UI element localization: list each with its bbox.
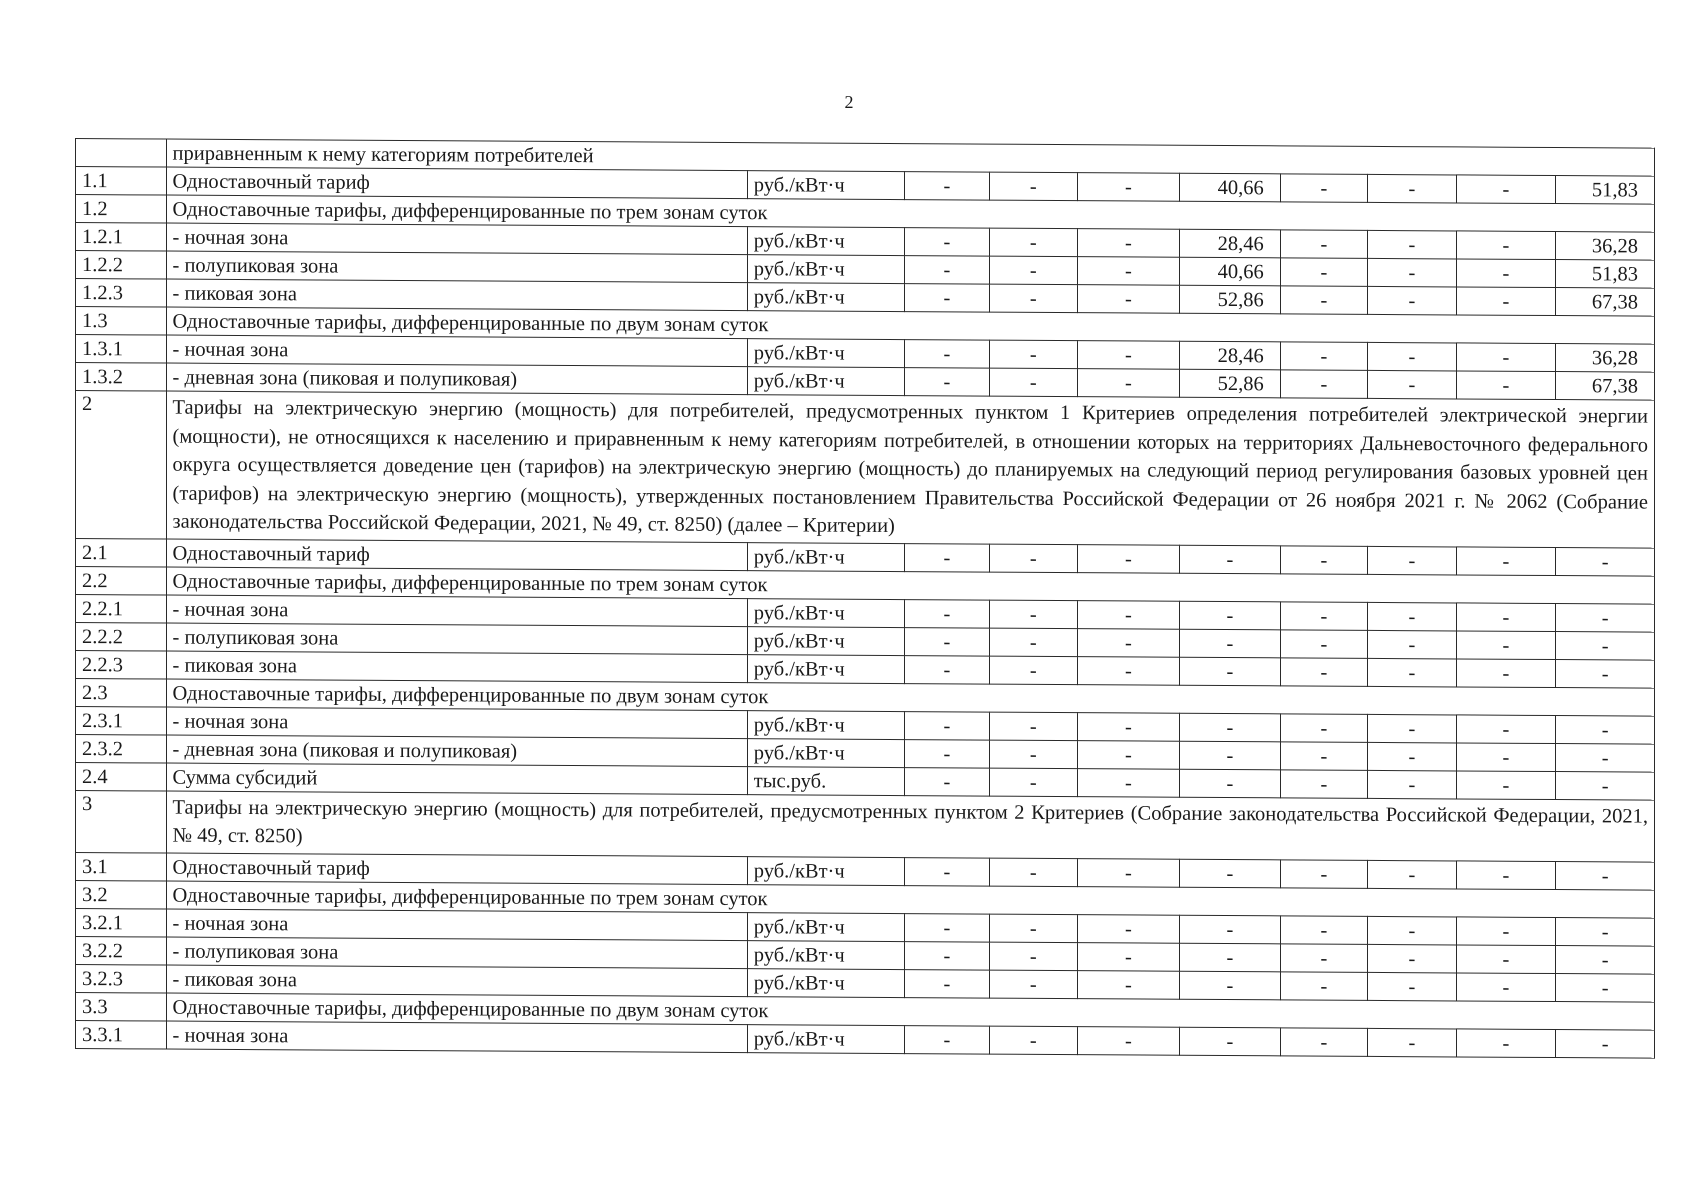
value-cell: - [1456, 916, 1556, 945]
value-cell: - [1368, 1028, 1456, 1057]
section-description: Тарифы на электрическую энергию (мощность) для потребителей, предусмотренных пунктом 2 Критериев (Собрание законодательства Российской Федерации, 2021, № 49, ст. 8250) [166, 791, 1655, 862]
row-number: 2.4 [76, 762, 167, 791]
value-cell: - [1368, 944, 1456, 973]
value-cell: - [904, 340, 989, 369]
value-cell: - [904, 1025, 989, 1054]
row-number: 2.3 [76, 678, 167, 707]
value-cell: - [1180, 545, 1281, 574]
value-cell: - [1368, 370, 1456, 399]
section-heading: Одноставочные тарифы, дифференцированные по двум зонам суток [166, 993, 1655, 1030]
row-number: 1.3.2 [76, 363, 167, 392]
value-cell: 40,66 [1180, 257, 1281, 286]
value-cell: - [1077, 942, 1180, 971]
row-unit: руб./кВт·ч [747, 339, 904, 368]
row-unit: руб./кВт·ч [747, 367, 904, 396]
value-cell: - [904, 913, 989, 942]
value-cell: - [904, 655, 989, 684]
value-cell: - [1556, 945, 1655, 974]
row-name: - ночная зона [166, 223, 747, 255]
value-cell: - [1368, 230, 1456, 259]
value-cell: 28,46 [1180, 229, 1281, 258]
row-name: Одноставочный тариф [166, 853, 747, 885]
value-cell: - [1456, 259, 1556, 288]
value-cell: 28,46 [1180, 341, 1281, 370]
section-heading: Одноставочные тарифы, дифференцированные по трем зонам суток [166, 881, 1655, 918]
value-cell: - [1077, 257, 1180, 286]
row-unit: тыс.руб. [747, 766, 904, 795]
value-cell: - [1280, 713, 1367, 742]
value-cell: - [990, 256, 1077, 285]
section-heading: Одноставочные тарифы, дифференцированные по трем зонам суток [166, 195, 1655, 232]
value-cell: - [904, 284, 989, 313]
value-cell: - [1368, 630, 1456, 659]
value-cell: - [1456, 658, 1556, 687]
value-cell: 51,83 [1556, 260, 1655, 289]
value-cell: - [1368, 258, 1456, 287]
value-cell: - [1456, 944, 1556, 973]
value-cell: - [1456, 175, 1556, 204]
row-name: - пиковая зона [166, 279, 747, 311]
row-unit: руб./кВт·ч [747, 255, 904, 284]
value-cell: - [904, 599, 989, 628]
row-number: 3.2.2 [76, 936, 167, 965]
value-cell: - [1077, 173, 1180, 202]
row-number: 1.2.2 [76, 251, 167, 280]
value-cell: - [1280, 1027, 1367, 1056]
value-cell: - [1556, 631, 1655, 660]
value-cell: - [1368, 770, 1456, 799]
value-cell: - [1556, 1029, 1655, 1058]
value-cell: - [1368, 860, 1456, 889]
row-name: - полупиковая зона [166, 937, 747, 969]
value-cell: - [1556, 547, 1655, 576]
value-cell: - [1077, 544, 1180, 573]
value-cell: - [1456, 546, 1556, 575]
value-cell: - [990, 712, 1077, 741]
value-cell: - [1077, 628, 1180, 657]
value-cell: - [1556, 659, 1655, 688]
row-number: 3.2 [76, 880, 167, 909]
value-cell: - [1280, 174, 1367, 203]
value-cell: - [1556, 861, 1655, 890]
row-number: 2.2.1 [76, 594, 167, 623]
row-number: 1.1 [76, 167, 167, 196]
value-cell: 36,28 [1556, 344, 1655, 373]
row-name: - ночная зона [166, 707, 747, 739]
value-cell: - [1456, 742, 1556, 771]
value-cell: - [1456, 602, 1556, 631]
row-name: - дневная зона (пиковая и полупиковая) [166, 363, 747, 395]
value-cell: - [1077, 656, 1180, 685]
row-unit: руб./кВт·ч [747, 227, 904, 256]
value-cell: - [1556, 771, 1655, 800]
row-unit: руб./кВт·ч [747, 654, 904, 683]
value-cell: 52,86 [1180, 285, 1281, 314]
value-cell: - [1180, 629, 1281, 658]
row-number: 3.3.1 [76, 1020, 167, 1049]
value-cell: - [904, 857, 989, 886]
value-cell: 67,38 [1556, 372, 1655, 401]
value-cell: - [1368, 658, 1456, 687]
value-cell: - [1077, 229, 1180, 258]
value-cell: - [1456, 343, 1556, 372]
row-unit: руб./кВт·ч [747, 626, 904, 655]
row-unit: руб./кВт·ч [747, 171, 904, 200]
value-cell: - [1456, 371, 1556, 400]
row-unit: руб./кВт·ч [747, 598, 904, 627]
value-cell: - [990, 914, 1077, 943]
value-cell: - [990, 340, 1077, 369]
value-cell: - [1077, 1026, 1180, 1055]
row-name: - пиковая зона [166, 651, 747, 683]
value-cell: 36,28 [1556, 232, 1655, 261]
value-cell: - [1368, 546, 1456, 575]
value-cell: - [1368, 742, 1456, 771]
value-cell: - [1556, 715, 1655, 744]
section-heading: Одноставочные тарифы, дифференцированные по двум зонам суток [166, 307, 1655, 344]
value-cell: - [1280, 370, 1367, 399]
row-name: Одноставочный тариф [166, 539, 747, 571]
value-cell: - [1280, 971, 1367, 1000]
value-cell: - [990, 544, 1077, 573]
row-number: 2.1 [76, 538, 167, 567]
value-cell: - [1280, 741, 1367, 770]
table-row [76, 391, 1655, 548]
value-cell: - [1280, 545, 1367, 574]
value-cell: - [1556, 917, 1655, 946]
row-number: 3.2.3 [76, 964, 167, 993]
value-cell: - [1456, 860, 1556, 889]
value-cell: - [1180, 769, 1281, 798]
value-cell: - [904, 627, 989, 656]
value-cell: - [1456, 972, 1556, 1001]
value-cell: - [990, 858, 1077, 887]
row-unit: руб./кВт·ч [747, 738, 904, 767]
value-cell: - [1077, 914, 1180, 943]
value-cell: - [1456, 231, 1556, 260]
table-body [76, 139, 1655, 1058]
row-unit: руб./кВт·ч [747, 283, 904, 312]
row-name: - ночная зона [166, 1021, 747, 1053]
row-name: - полупиковая зона [166, 251, 747, 283]
value-cell: - [1280, 601, 1367, 630]
row-number: 3 [76, 790, 167, 853]
value-cell: - [1280, 769, 1367, 798]
row-number: 2.2.2 [76, 622, 167, 651]
value-cell: - [1368, 714, 1456, 743]
row-unit: руб./кВт·ч [747, 940, 904, 969]
value-cell: - [990, 656, 1077, 685]
value-cell: - [1280, 258, 1367, 287]
row-name: - ночная зона [166, 335, 747, 367]
value-cell: - [1077, 970, 1180, 999]
value-cell: - [1368, 342, 1456, 371]
value-cell: - [1077, 768, 1180, 797]
value-cell: - [904, 969, 989, 998]
row-number: 2.3.2 [76, 734, 167, 763]
value-cell: - [1280, 657, 1367, 686]
value-cell: - [990, 228, 1077, 257]
section-heading: Одноставочные тарифы, дифференцированные по двум зонам суток [166, 679, 1655, 716]
value-cell: - [1556, 973, 1655, 1002]
row-name: - ночная зона [166, 909, 747, 941]
value-cell: - [1456, 630, 1556, 659]
value-cell: - [1077, 369, 1180, 398]
value-cell: - [990, 628, 1077, 657]
value-cell: - [1180, 859, 1281, 888]
value-cell: 52,86 [1180, 369, 1281, 398]
section-heading: Одноставочные тарифы, дифференцированные по трем зонам суток [166, 567, 1655, 604]
value-cell: - [904, 543, 989, 572]
value-cell: 51,83 [1556, 176, 1655, 205]
value-cell: - [1456, 770, 1556, 799]
value-cell: - [1077, 712, 1180, 741]
row-number: 1.3 [76, 307, 167, 336]
row-unit: руб./кВт·ч [747, 542, 904, 571]
value-cell: - [1180, 943, 1281, 972]
value-cell: - [1280, 230, 1367, 259]
row-unit: руб./кВт·ч [747, 912, 904, 941]
value-cell: - [1280, 943, 1367, 972]
row-unit: руб./кВт·ч [747, 968, 904, 997]
value-cell: - [1077, 858, 1180, 887]
value-cell: - [990, 284, 1077, 313]
row-number: 1.2.1 [76, 223, 167, 252]
value-cell: - [904, 711, 989, 740]
row-number: 1.3.1 [76, 335, 167, 364]
row-number: 3.1 [76, 852, 167, 881]
value-cell: - [904, 368, 989, 397]
page-number: 2 [844, 92, 854, 112]
table-row [76, 790, 1655, 862]
row-unit: руб./кВт·ч [747, 1024, 904, 1053]
value-cell: - [1368, 286, 1456, 315]
value-cell: - [990, 1026, 1077, 1055]
value-cell: - [1556, 743, 1655, 772]
row-name: - дневная зона (пиковая и полупиковая) [166, 735, 747, 767]
row-number: 2 [76, 391, 167, 539]
value-cell: - [1280, 342, 1367, 371]
value-cell: - [1180, 1027, 1281, 1056]
value-cell: - [1180, 915, 1281, 944]
row-name: - полупиковая зона [166, 623, 747, 655]
section-heading: приравненным к нему категориям потребителей [166, 139, 1655, 176]
value-cell: - [1077, 341, 1180, 370]
value-cell: - [1368, 972, 1456, 1001]
value-cell: - [1456, 714, 1556, 743]
value-cell: 40,66 [1180, 173, 1281, 202]
value-cell: - [904, 228, 989, 257]
row-unit: руб./кВт·ч [747, 856, 904, 885]
value-cell: - [1280, 629, 1367, 658]
value-cell: - [1180, 971, 1281, 1000]
tariff-table [75, 138, 1655, 1058]
value-cell: - [1077, 600, 1180, 629]
value-cell: - [990, 942, 1077, 971]
value-cell: 67,38 [1556, 288, 1655, 317]
value-cell: - [1077, 740, 1180, 769]
value-cell: - [1456, 1028, 1556, 1057]
value-cell: - [990, 768, 1077, 797]
section-description: Тарифы на электрическую энергию (мощность) для потребителей, предусмотренных пунктом 1 Критериев определения потребителей электрической энергии (мощности), не относящихся к населению и приравненным к нему категориям потребителей, в отношении которых на территориях Дальневосточного федерального округа осуществляется доведение цен (тарифов) на электрическую энергию (мощность) до планируемых на следующий период регулирования базовых уровней цен (тарифов) на электрическую энергию (мощность), утвержденных постановлением Правительства Российской Федерации от 26 ноября 2021 г. № 2062 (Собрание законодательства Российской Федерации, 2021, № 49, ст. 8250) (далее – Критерии) [166, 391, 1655, 548]
row-number: 3.2.1 [76, 908, 167, 937]
row-number [76, 139, 167, 168]
row-number: 1.2.3 [76, 279, 167, 308]
value-cell: - [990, 368, 1077, 397]
value-cell: - [990, 740, 1077, 769]
row-number: 2.2.3 [76, 650, 167, 679]
value-cell: - [1368, 174, 1456, 203]
row-number: 3.3 [76, 992, 167, 1021]
value-cell: - [1556, 603, 1655, 632]
value-cell: - [1180, 601, 1281, 630]
row-number: 1.2 [76, 195, 167, 224]
value-cell: - [1180, 713, 1281, 742]
row-number: 2.2 [76, 566, 167, 595]
value-cell: - [1368, 602, 1456, 631]
value-cell: - [1180, 657, 1281, 686]
value-cell: - [904, 256, 989, 285]
row-name: - ночная зона [166, 595, 747, 627]
value-cell: - [904, 172, 989, 201]
row-number: 2.3.1 [76, 706, 167, 735]
value-cell: - [904, 739, 989, 768]
row-name: Сумма субсидий [166, 763, 747, 795]
value-cell: - [990, 600, 1077, 629]
value-cell: - [990, 970, 1077, 999]
row-unit: руб./кВт·ч [747, 710, 904, 739]
value-cell: - [1368, 916, 1456, 945]
value-cell: - [990, 172, 1077, 201]
value-cell: - [904, 767, 989, 796]
value-cell: - [1077, 285, 1180, 314]
value-cell: - [1280, 915, 1367, 944]
row-name: - пиковая зона [166, 965, 747, 997]
value-cell: - [1280, 286, 1367, 315]
value-cell: - [1180, 741, 1281, 770]
row-name: Одноставочный тариф [166, 167, 747, 199]
value-cell: - [1456, 287, 1556, 316]
value-cell: - [904, 941, 989, 970]
value-cell: - [1280, 859, 1367, 888]
